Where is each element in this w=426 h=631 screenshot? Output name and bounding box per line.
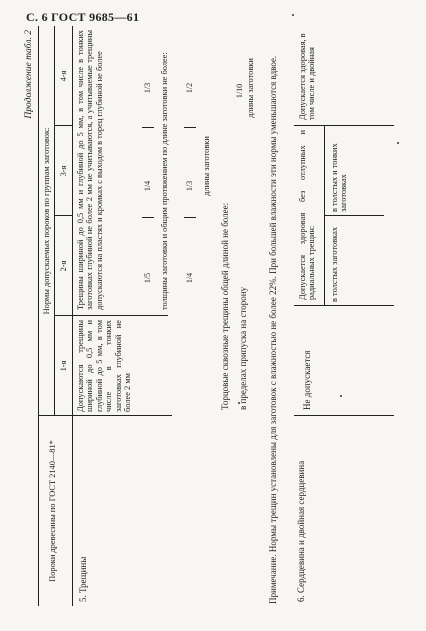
row5-end-tail: длины заготовки	[246, 58, 255, 118]
rule-row5-g1	[72, 315, 168, 316]
header-group-4: 4-я	[59, 70, 68, 82]
row5-frac-a-2: 1/4	[143, 180, 152, 192]
rule-row5-defect	[72, 415, 172, 416]
tick	[142, 217, 154, 218]
row6-label: 6. Сердцевина и двойная сердцевина	[296, 460, 306, 602]
row6-sub1: в толстых заготовках	[330, 226, 339, 302]
row5-frac-b-1: 1/4	[185, 272, 194, 284]
row5-frac-a-1: 1/5	[143, 272, 152, 284]
row5-group24-main: Трещины шириной до 0,5 мм и глубиной до 5 мм, в том числе в тонких заготовках глубиной не более 2 мм не учитываются, а учитываемые трещины допускаются на пластях и кромках с выходом в торец глубиной не более	[76, 30, 104, 310]
rotated-table-area	[24, 26, 404, 606]
row5-end-label: в пределах припуска на сторону	[238, 286, 248, 410]
tick	[184, 127, 196, 128]
table-note: Примечание. Нормы трещин установлены для заготовок с влажностью не более 22%. При большей влажности эти нормы уменьшаются вдвое.	[268, 55, 278, 604]
row5-frac-b-tail: длины заготовки	[202, 136, 211, 196]
rule-row6-g2	[324, 215, 384, 216]
page-header: С. 6 ГОСТ 9685—61	[26, 10, 140, 24]
tick	[184, 217, 196, 218]
tick	[142, 127, 154, 128]
row5-label: 5. Трещины	[78, 556, 88, 602]
row5-frac-b-3: 1/2	[185, 82, 194, 94]
header-group-2: 2-я	[59, 260, 68, 272]
header-norms: Нормы допускаемых пороков по группам заготовок:	[42, 127, 51, 315]
header-group-1: 1-я	[59, 360, 68, 372]
row6-sub2: в толстых и тонких заготовках	[330, 143, 349, 212]
rule-top	[38, 26, 39, 606]
row5-frac-b-2: 1/3	[185, 180, 194, 192]
row5-end-frac: 1/10	[235, 83, 244, 99]
row6-group1: Не допускается	[302, 350, 312, 410]
rule-row6-sub	[324, 126, 325, 306]
header-defect: Пороки древесины по ГОСТ 2140—81*	[48, 440, 57, 582]
rule-row6-g1	[294, 305, 394, 306]
rule-row6-g3	[294, 125, 394, 126]
rule-header-split	[54, 26, 55, 416]
row5-end-text: Торцовые сквозные трещины общей длиной не более:	[220, 202, 230, 410]
row5-frac-a-3: 1/3	[143, 82, 152, 94]
row5-sub-text: толщины заготовки и общим протяжением по длине заготовки не более:	[160, 52, 169, 310]
row6-group23-main: Допускается здоровая без отлупных и радиальных трещин:	[298, 130, 317, 300]
continuation-label: Продолжение табл. 2	[24, 30, 34, 119]
rule-row6-defect	[294, 415, 394, 416]
row5-group1: Допускаются трещины шириной до 0,5 мм и глубиной до 5 мм, в том числе в тонких заготовках глубиной не более 2 мм	[76, 320, 133, 412]
row6-group4: Допускается здоровая, в том числе и двойная	[298, 33, 317, 120]
speck	[292, 14, 294, 16]
rule-header-bottom	[72, 26, 73, 606]
header-group-3: 3-я	[59, 165, 68, 177]
